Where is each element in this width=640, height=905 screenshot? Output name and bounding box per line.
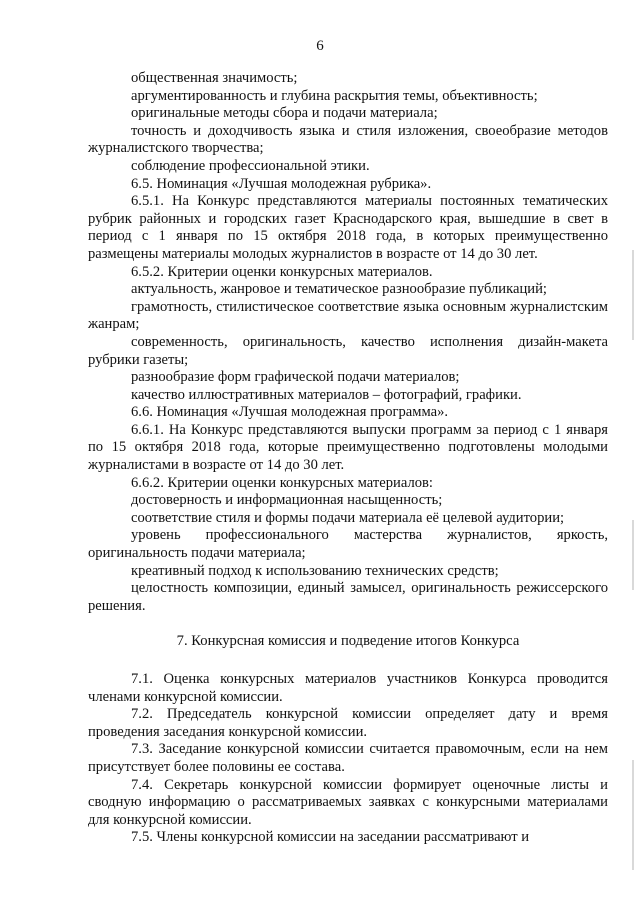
paragraph: уровень профессионального мастерства журналистов, яркость, оригинальность подачи материала;	[88, 527, 608, 562]
scan-edge-mark	[632, 760, 634, 870]
paragraph: разнообразие форм графической подачи материалов;	[131, 369, 460, 386]
paragraph: 6.6. Номинация «Лучшая молодежная программа».	[131, 404, 449, 421]
paragraph: 6.5. Номинация «Лучшая молодежная рубрика».	[131, 175, 432, 192]
scan-edge-mark	[632, 250, 634, 340]
paragraph: актуальность, жанровое и тематическое разнообразие публикаций;	[131, 281, 547, 298]
paragraph: 6.6.1. На Конкурс представляются выпуски программ за период с 1 января по 15 октября 2018 года, которые преимущественно подготовлены молодыми журналистами в возрасте от 14 до 30 лет.	[88, 421, 608, 474]
paragraph: достоверность и информационная насыщенность;	[131, 492, 443, 509]
paragraph: 7.2. Председатель конкурсной комиссии определяет дату и время проведения заседания конкурсной комиссии.	[88, 706, 608, 740]
paragraph: оригинальные методы сбора и подачи материала;	[131, 105, 438, 122]
paragraph: 7.5. Члены конкурсной комиссии на заседании рассматривают и	[131, 829, 530, 846]
paragraph: креативный подход к использованию технических средств;	[131, 562, 499, 579]
paragraph: соответствие стиля и формы подачи материала её целевой аудитории;	[131, 509, 565, 526]
paragraph: грамотность, стилистическое соответствие языка основным журналистским жанрам;	[88, 298, 608, 333]
paragraph: 6.5.2. Критерии оценки конкурсных материалов.	[131, 263, 433, 280]
document-body	[88, 70, 608, 847]
paragraph: 7.1. Оценка конкурсных материалов участников Конкурса проводится членами конкурсной комиссии.	[88, 671, 608, 705]
paragraph: 6.5.1. На Конкурс представляются материалы постоянных тематических рубрик районных и городских газет Краснодарского края, вышедшие в свет в период с 1 января по 15 октября 2018 года, в которых преимущественно размещены материалы молодых журналистов в возрасте от 14 до 30 лет.	[88, 193, 608, 262]
paragraph: общественная значимость;	[131, 70, 298, 86]
paragraph: 7.3. Заседание конкурсной комиссии считается правомочным, если на нем присутствует более половины ее состава.	[88, 741, 608, 775]
paragraph: аргументированность и глубина раскрытия темы, объективность;	[131, 87, 538, 104]
section-heading: 7. Конкурсная комиссия и подведение итогов Конкурса	[176, 633, 520, 650]
scan-edge-mark	[632, 520, 634, 590]
paragraph: современность, оригинальность, качество исполнения дизайн-макета рубрики газеты;	[88, 333, 608, 368]
paragraph: качество иллюстративных материалов – фотографий, графики.	[131, 386, 522, 403]
paragraph: 6.6.2. Критерии оценки конкурсных материалов:	[131, 474, 433, 491]
paragraph: целостность композиции, единый замысел, оригинальность режиссерского решения.	[88, 580, 608, 614]
page-number: 6	[316, 38, 324, 54]
paragraph: соблюдение профессиональной этики.	[131, 157, 370, 174]
paragraph: точность и доходчивость языка и стиля изложения, своеобразие методов журналистского творчества;	[88, 122, 608, 157]
paragraph: 7.4. Секретарь конкурсной комиссии формирует оценочные листы и сводную информацию о рассматриваемых заявках с конкурсными материалами для конкурсной комиссии.	[88, 776, 608, 828]
